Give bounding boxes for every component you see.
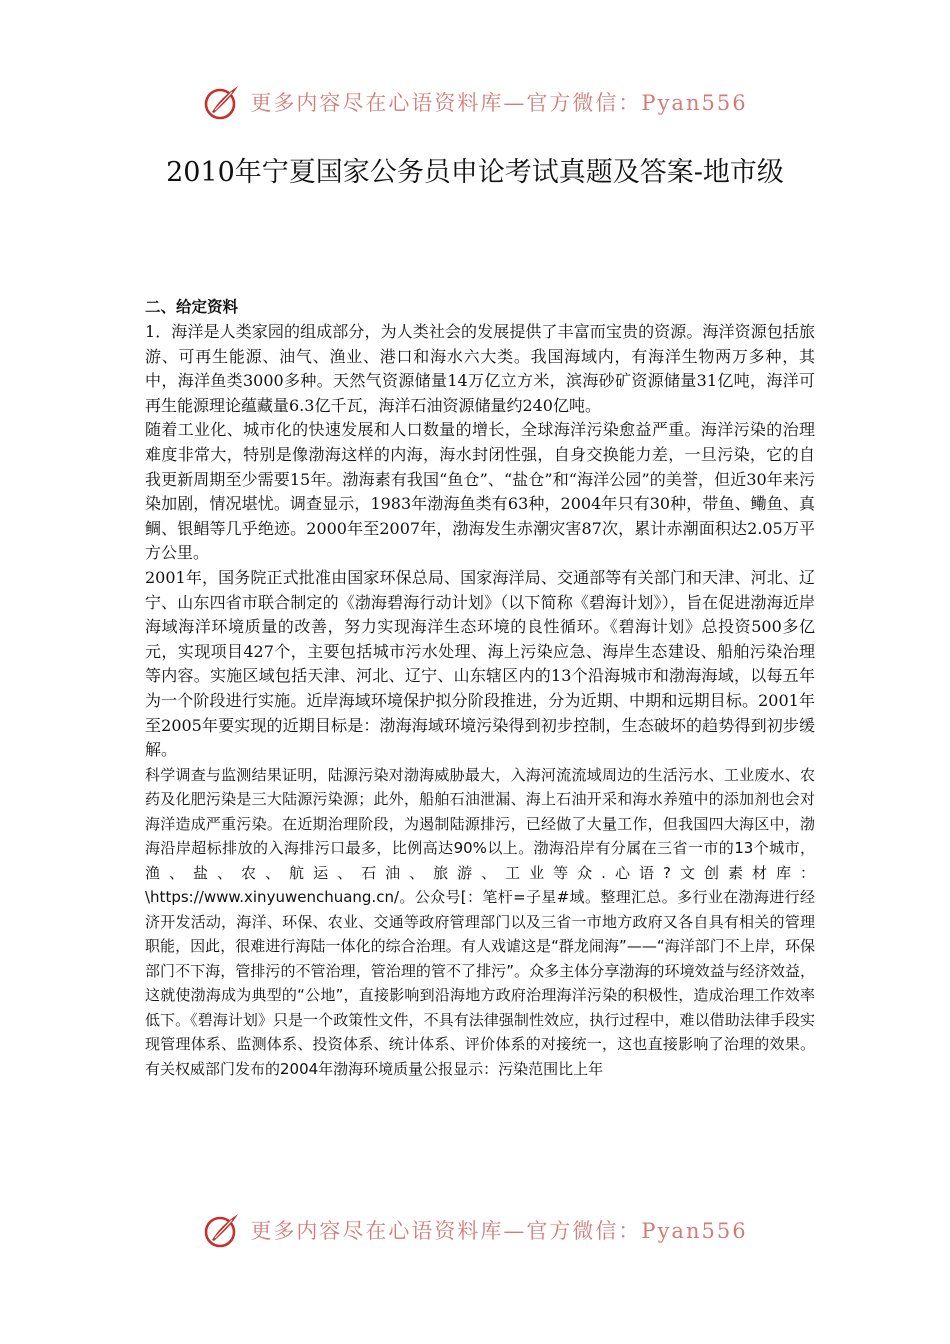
banner-text: 更多内容尽在心语资料库—官方微信：Pyan556	[250, 1219, 748, 1243]
footer-banner	[0, 1208, 950, 1252]
header-banner	[0, 80, 950, 124]
banner-text: 更多内容尽在心语资料库—官方微信：Pyan556	[250, 91, 748, 115]
paragraph: 科学调查与监测结果证明，陆源污染对渤海威胁最大，入海河流流域周边的生活污水、工业废水、农药及化肥污染是三大陆源污染源；此外，船舶石油泄漏、海上石油开采和海水养殖中的添加剂也会对海洋造成严重污染。在近期治理阶段，为遏制陆源排污，已经做了大量工作，但我国四大海区中，渤海沿岸超标排放的入海排污口最多，比例高达90%以上。渤海沿岸有分属在三省一市的13个城市，渔、盐、农、航运、石油、旅游、工业等众.心语?文创素材库：\https://www.xinyuwenchuang.cn/。公众号[：笔杆=子星#域。整理汇总。多行业在渤海进行经济开发活动，海洋、环保、农业、交通等政府管理部门以及三省一市地方政府又各自具有相关的管理职能，因此，很难进行海陆一体化的综合治理。有人戏谑这是“群龙闹海”——“海洋部门不上岸，环保部门不下海，管排污的不管治理，管治理的管不了排污”。众多主体分享渤海的环境效益与经济效益，这就使渤海成为典型的“公地”，直接影响到沿海地方政府治理海洋污染的积极性，造成治理工作效率低下。《碧海计划》只是一个政策性文件，不具有法律强制性效应，执行过程中，难以借助法律手段实现管理体系、监测体系、投资体系、统计体系、评价体系的对接统一，这也直接影响了治理的效果。有关权威部门发布的2004年渤海环境质量公报显示：污染范围比上年	[145, 765, 815, 1078]
sans-paragraphs	[145, 763, 815, 1082]
paragraph: 随着工业化、城市化的快速发展和人口数量的增长，全球海洋污染愈益严重。海洋污染的治理难度非常大，特别是像渤海这样的内海，海水封闭性强，自身交换能力差，一旦污染，它的自我更新周期至少需要15年。渤海素有我国“鱼仓”、“盐仓”和“海洋公园”的美誉，但近30年来污染加剧，情况堪忧。调查显示，1983年渤海鱼类有63种，2004年只有30种，带鱼、鳓鱼、真鲷、银鲳等几乎绝迹。2000年至2007年，渤海发生赤潮灾害87次，累计赤潮面积达2.05万平方公里。	[145, 420, 815, 563]
paragraph: 1．海洋是人类家园的组成部分，为人类社会的发展提供了丰富而宝贵的资源。海洋资源包括旅游、可再生能源、油气、渔业、港口和海水六大类。我国海域内，有海洋生物两万多种，其中，海洋鱼类3000多种。天然气资源储量14万亿立方米，滨海砂矿资源储量31亿吨，海洋可再生能源理论蕴藏量6.3亿千瓦，海洋石油资源储量约240亿吨。	[145, 322, 815, 415]
section-heading: 二、给定资料	[145, 298, 239, 316]
document-body	[145, 294, 815, 1081]
serif-paragraphs	[145, 320, 815, 763]
quill-logo-icon	[202, 82, 242, 122]
paragraph: 2001年，国务院正式批准由国家环保总局、国家海洋局、交通部等有关部门和天津、河北、辽宁、山东四省市联合制定的《渤海碧海行动计划》（以下简称《碧海计划》），旨在促进渤海近岸海域海洋环境质量的改善，努力实现海洋生态环境的良性循环。《碧海计划》总投资500多亿元，实现项目427个，主要包括城市污水处理、海上污染应急、海岸生态建设、船舶污染治理等内容。实施区域包括天津、河北、辽宁、山东辖区内的13个沿海城市和渤海海域，以每五年为一个阶段进行实施。近岸海域环境保护拟分阶段推进，分为近期、中期和远期目标。2001年至2005年要实现的近期目标是：渤海海域环境污染得到初步控制，生态破坏的趋势得到初步缓解。	[145, 567, 815, 760]
document-title: 2010年宁夏国家公务员申论考试真题及答案-地市级	[166, 157, 784, 188]
quill-logo-icon	[202, 1210, 242, 1250]
